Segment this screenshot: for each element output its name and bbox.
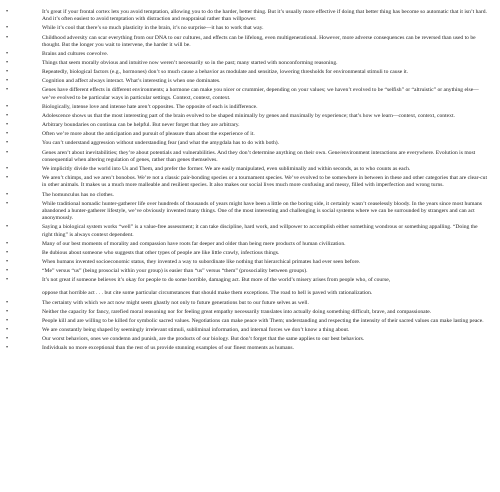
bullet-marker: • — [6, 50, 9, 57]
list-item — [0, 241, 488, 248]
item-text: Our worst behaviors, ones we condemn and punish, are the products of our biology. But don’t forget that the same applies to our best behaviors. — [42, 336, 365, 343]
item-text: Genes aren’t about inevitabilities; they’re about potentials and vulnerabilities. And they don’t determine anything on their own. Gene/environment interactions are everywhere. Evolution is most consequential when altering regulation of genes, rather than genes themselves. — [42, 149, 476, 163]
bullet-marker: • — [6, 69, 9, 76]
list-item — [0, 318, 488, 325]
list-item — [0, 201, 488, 223]
list-item — [0, 131, 488, 138]
item-text: When humans invented socioeconomic status, they invented a way to subordinate like nothing that hierarchical primates had ever seen before. — [42, 258, 361, 265]
item-text: oppose that horrible act . . . but cite some particular circumstances that should make them exceptions. The road to hell is paved with rationalization. — [42, 290, 373, 297]
item-text: Neither the capacity for fancy, rarefied moral reasoning nor for feeling great empathy necessarily translates into actually doing something difficult, brave, and compassionate. — [42, 308, 432, 315]
bullet-marker: • — [6, 249, 9, 256]
bullet-marker: • — [6, 224, 9, 231]
list-item — [0, 25, 488, 32]
item-text: We aren’t chimps, and we aren’t bonobos. We’re not a classic pair-bonding species or a tournament species. We’ve evolved to be somewhere in between in these and other categories that are clear-cut in other animals. It makes us a much more malleable and resilient species. It also makes our social lives much more confusing and messy, filled with imperfection and wrong turns. — [42, 175, 488, 189]
list-item — [0, 309, 488, 316]
item-text: “Me” versus “us” (being prosocial within your group) is easier than “us” versus “them” (prosociality between groups). — [42, 268, 308, 275]
bullet-marker: • — [6, 345, 9, 352]
item-text: Biologically, intense love and intense hate aren’t opposites. The opposite of each is indifference. — [42, 103, 258, 110]
list-item — [0, 259, 488, 266]
continuation-paragraph — [0, 290, 488, 297]
item-text: We implicitly divide the world into Us and Them, and prefer the former. We are easily manipulated, even subliminally and within seconds, as to who counts as each. — [42, 165, 411, 172]
bullet-marker: • — [6, 308, 9, 315]
bullet-marker: • — [6, 149, 9, 156]
item-text: Genes have different effects in different environments; a hormone can make you nicer or crummier, depending on your values; we haven’t evolved to be “selfish” or “altruistic” or anything else—we’ve evolved to be particular ways in particular settings. Context, context, context. — [42, 87, 479, 101]
bullet-marker: • — [6, 258, 9, 265]
bullet-marker: • — [6, 327, 9, 334]
item-text: Arbitrary boundaries on continua can be helpful. But never forget that they are arbitrary. — [42, 122, 240, 129]
list-item — [0, 113, 488, 120]
list-item — [0, 336, 488, 343]
bullet-marker: • — [6, 122, 9, 129]
bullet-marker: • — [6, 34, 9, 41]
item-text: Individuals no more exceptional than the rest of us provide stunning examples of our finest moments as humans. — [42, 345, 294, 352]
list-item — [0, 277, 488, 284]
item-text: You can’t understand aggression without understanding fear (and what the amygdala has to do with both). — [42, 140, 280, 147]
bullet-marker: • — [6, 299, 9, 306]
item-text: The homunculus has no clothes. — [42, 191, 114, 198]
list-item — [0, 150, 488, 165]
item-text: Brains and cultures coevolve. — [42, 50, 109, 57]
item-text: Repeatedly, biological factors (e.g., hormones) don’t so much cause a behavior as modulate and sensitize, lowering thresholds for environmental stimuli to cause it. — [42, 69, 409, 76]
list-item — [0, 122, 488, 129]
list-item — [0, 268, 488, 275]
bullet-marker: • — [6, 25, 9, 32]
bullet-marker: • — [6, 140, 9, 147]
bullet-marker: • — [6, 200, 9, 207]
item-text: Often we’re more about the anticipation and pursuit of pleasure than about the experience of it. — [42, 131, 255, 138]
bullet-marker: • — [6, 175, 9, 182]
list-item — [0, 51, 488, 58]
list-item — [0, 224, 488, 239]
bullet-marker: • — [6, 131, 9, 138]
bullet-marker: • — [6, 78, 9, 85]
bullet-marker: • — [6, 317, 9, 324]
list-item — [0, 104, 488, 111]
item-text: Childhood adversity can scar everything from our DNA to our cultures, and effects can be lifelong, even multigenerational. However, more adverse consequences can be reversed than used to be thought. But the longer you wait to intervene, the harder it will be. — [42, 34, 476, 48]
list-item — [0, 250, 488, 257]
item-text: Things that seem morally obvious and intuitive now weren’t necessarily so in the past; many started with nonconforming reasoning. — [42, 60, 338, 67]
bullet-marker: • — [6, 336, 9, 343]
list-item — [0, 87, 488, 102]
list-item — [0, 9, 488, 24]
list-item — [0, 78, 488, 85]
item-text: We are constantly being shaped by seemingly irrelevant stimuli, subliminal information, and internal forces we don’t know a thing about. — [42, 327, 350, 334]
list-item — [0, 192, 488, 199]
list-item — [0, 140, 488, 147]
item-text: Be dubious about someone who suggests that other types of people are like little crawly, infectious things. — [42, 249, 280, 256]
bullet-marker: • — [6, 9, 9, 15]
list-item — [0, 69, 488, 76]
item-text: It’s not great if someone believes it’s okay for people to do some horrible, damaging act. But more of the world’s misery arises from people who, of course, — [42, 277, 391, 284]
list-item — [0, 60, 488, 67]
item-text: Adolescence shows us that the most interesting part of the brain evolved to be shaped minimally by genes and maximally by experience; that’s how we learn—context, context, context. — [42, 113, 455, 120]
list-item — [0, 35, 488, 50]
bullet-marker: • — [6, 240, 9, 247]
bullet-marker: • — [6, 103, 9, 110]
bullet-marker: • — [6, 165, 9, 172]
item-text: Cognition and affect always interact. What’s interesting is when one dominates. — [42, 78, 221, 85]
bullet-marker: • — [6, 113, 9, 120]
bullet-marker: • — [6, 268, 9, 275]
bullet-marker: • — [6, 191, 9, 198]
bullet-marker: • — [6, 87, 9, 94]
list-item — [0, 327, 488, 334]
item-text: Saying a biological system works “well” is a value-free assessment; it can take discipline, hard work, and willpower to accomplish either something wondrous or something appalling. “Doing the right thing” is always context dependent. — [42, 224, 478, 238]
item-text: Many of our best moments of morality and compassion have roots far deeper and older than being mere products of human civilization. — [42, 240, 346, 247]
list-item — [0, 300, 488, 307]
item-text: While traditional nomadic hunter-gatherer life over hundreds of thousands of years might have been a little on the boring side, it certainly wasn’t ceaselessly bloody. In the years since most humans abandoned a hunter-gatherer lifestyle, we’ve obviously invented many things. One of the most interesting and challenging is social systems where we can be surrounded by strangers and can act anonymously. — [42, 200, 482, 222]
bullet-marker: • — [6, 277, 9, 284]
bullet-marker: • — [6, 60, 9, 67]
item-text: It’s great if your frontal cortex lets you avoid temptation, allowing you to do the harder, better thing. But it’s usually more effective if doing that better thing has become so automatic that it isn’t hard. And it’s often easiest to avoid temptation with distraction and reappraisal rather than willpower. — [42, 9, 487, 23]
item-text: The certainty with which we act now might seem ghastly not only to future generations but to our future selves as well. — [42, 299, 309, 306]
list-item — [0, 166, 488, 173]
list-item — [0, 345, 488, 352]
list-item — [0, 175, 488, 190]
item-text: While it’s cool that there’s so much plasticity in the brain, it’s no surprise—it has to work that way. — [42, 25, 264, 32]
item-text: People kill and are willing to be killed for symbolic sacred values. Negotiations can make peace with Them; understanding and respecting the intensity of their sacred values can make lasting peace. — [42, 317, 484, 324]
